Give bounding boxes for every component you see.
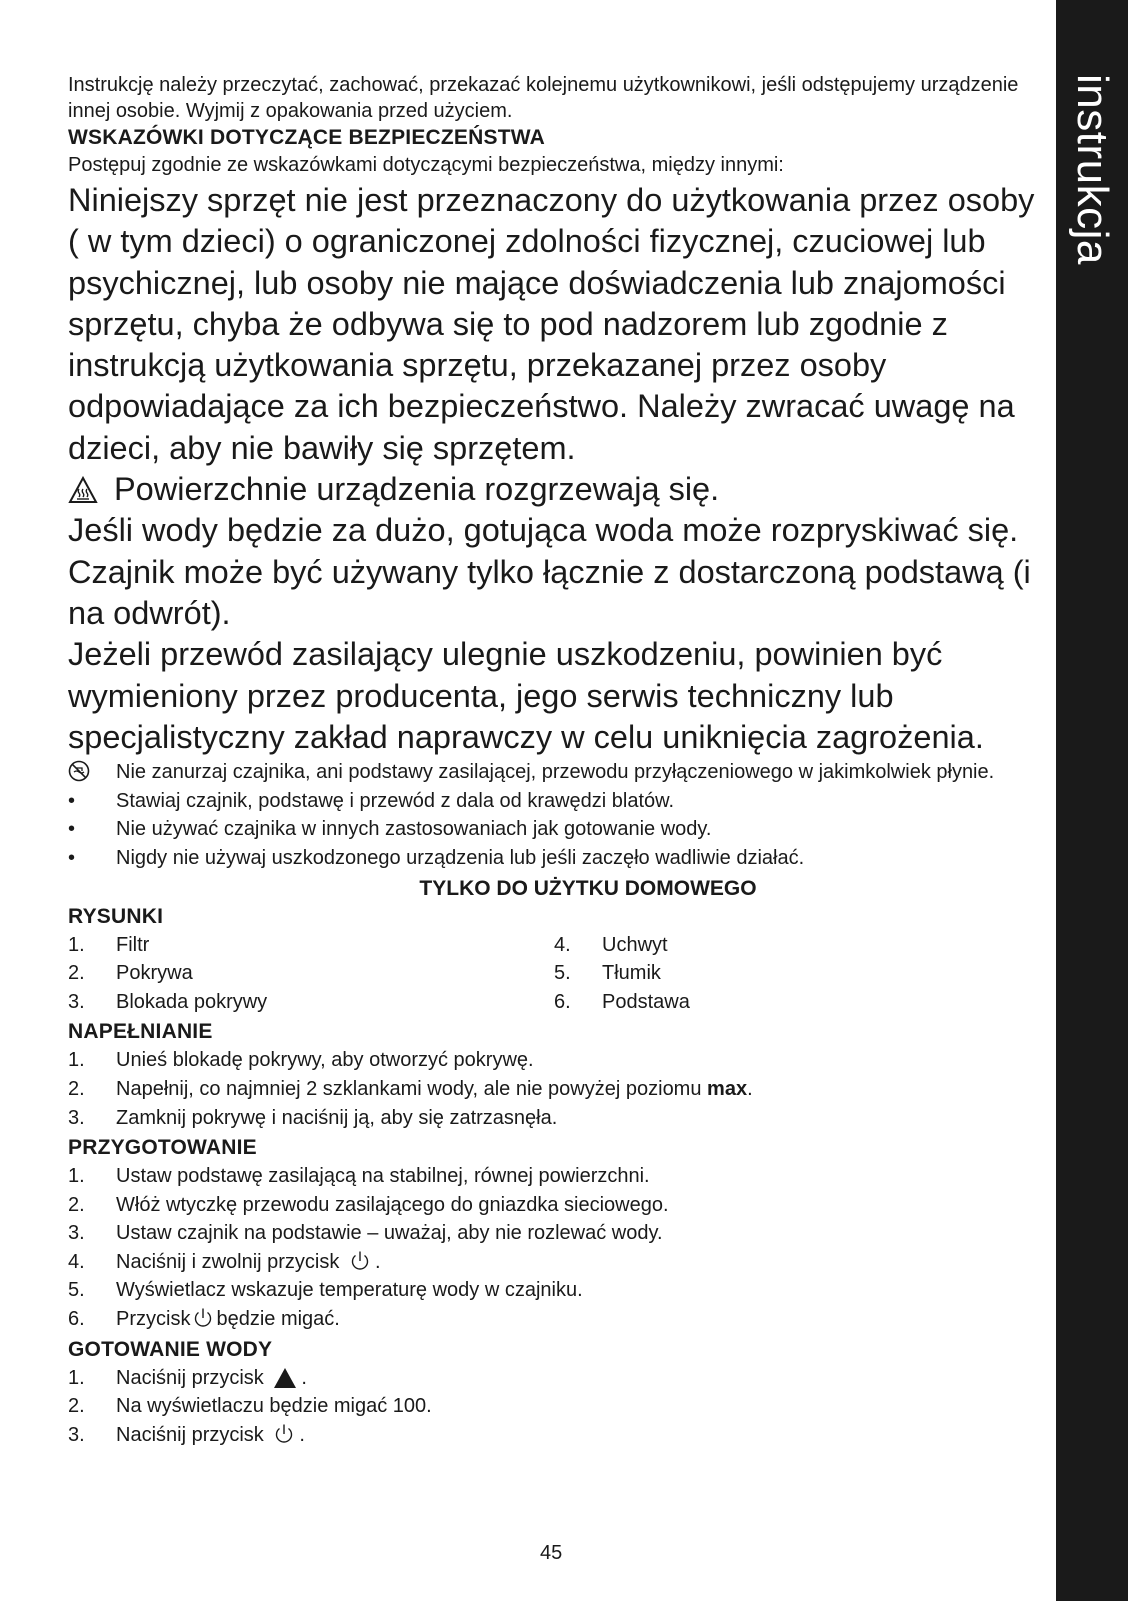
list-item	[68, 787, 1048, 816]
figures-heading: RYSUNKI	[68, 904, 164, 928]
step-text-end: będzie migać.	[216, 1308, 340, 1331]
step-text: Unieś blokadę pokrywy, aby otworzyć pokrywę.	[116, 1049, 534, 1072]
step-text: Ustaw czajnik na podstawie – uważaj, aby nie rozlewać wody.	[116, 1222, 663, 1245]
figures-left-column	[68, 931, 554, 1017]
power-icon	[349, 1249, 371, 1273]
step-number: 1.	[68, 1049, 85, 1072]
hot-surface-warning-icon	[68, 476, 98, 504]
power-icon	[192, 1306, 214, 1330]
figure-label: Pokrywa	[116, 962, 193, 985]
power-icon	[273, 1422, 295, 1446]
step-number: 2.	[68, 1077, 85, 1100]
side-tab	[1056, 0, 1128, 1601]
figure-label: Tłumik	[602, 962, 661, 985]
step-text-end: .	[747, 1077, 753, 1100]
figures-right-column	[554, 931, 1040, 1017]
filling-step	[68, 1046, 1048, 1075]
list-item	[68, 844, 1048, 873]
preparation-step	[68, 1162, 1048, 1191]
step-text-wrap	[116, 1075, 1048, 1104]
page-number: 45	[540, 1542, 563, 1564]
bullet-mark: •	[68, 789, 76, 812]
safety-heading: WSKAZÓWKI DOTYCZĄCE BEZPIECZEŃSTWA	[68, 126, 545, 149]
bullet-text: Nie używać czajnika w innych zastosowaniach jak gotowanie wody.	[116, 818, 712, 841]
preparation-step	[68, 1219, 1048, 1248]
figure-item	[68, 959, 554, 988]
step-text: Przycisk	[116, 1308, 191, 1331]
step-text-wrap	[116, 1248, 1048, 1277]
figure-item	[554, 988, 1040, 1017]
bullet-mark: •	[68, 846, 76, 869]
filling-step	[68, 1075, 1048, 1104]
step-text: Na wyświetlaczu będzie migać 100.	[116, 1395, 432, 1418]
hot-surface-text: Powierzchnie urządzenia rozgrzewają się.	[114, 471, 720, 508]
bullet-text: Nigdy nie używaj uszkodzonego urządzenia lub jeśli zaczęło wadliwie działać.	[116, 846, 805, 869]
no-immerse-item	[68, 758, 1048, 787]
step-number: 3.	[68, 1106, 85, 1129]
no-immerse-icon	[68, 760, 90, 782]
step-text: Naciśnij i zwolnij przycisk	[116, 1250, 340, 1273]
figure-number: 1.	[68, 933, 85, 956]
step-text-end: .	[299, 1423, 305, 1446]
step-number: 5.	[68, 1279, 85, 1302]
page-content	[68, 72, 1048, 1449]
safety-paragraph-3: Jeśli wody będzie za dużo, gotująca woda może rozpryskiwać się.	[68, 512, 1019, 549]
step-number: 6.	[68, 1308, 85, 1331]
no-immerse-icon-wrap	[68, 758, 116, 787]
figure-label: Uchwyt	[602, 933, 668, 956]
step-number: 3.	[68, 1222, 85, 1245]
step-number: 4.	[68, 1250, 85, 1273]
no-immerse-text: Nie zanurzaj czajnika, ani podstawy zasilającej, przewodu przyłączeniowego w jakimkolwiek płynie.	[116, 761, 995, 784]
step-number: 2.	[68, 1395, 85, 1418]
step-number: 1.	[68, 1165, 85, 1188]
safety-lead: Postępuj zgodnie ze wskazówkami dotyczącymi bezpieczeństwa, między innymi:	[68, 154, 784, 176]
figure-label: Podstawa	[602, 990, 690, 1013]
boiling-heading: GOTOWANIE WODY	[68, 1337, 273, 1361]
safety-paragraph-5: Jeżeli przewód zasilający ulegnie uszkodzeniu, powinien być wymieniony przez producenta, jego serwis techniczny lub specjalistyczny zakład naprawczy w celu uniknięcia zagrożenia.	[68, 636, 984, 755]
home-use-heading: TYLKO DO UŻYTKU DOMOWEGO	[419, 876, 757, 900]
step-text: Naciśnij przycisk	[116, 1366, 264, 1389]
figure-number: 4.	[554, 933, 571, 956]
step-text: Naciśnij przycisk	[116, 1423, 264, 1446]
figure-number: 2.	[68, 962, 85, 985]
max-level-label: max	[707, 1077, 748, 1100]
list-item	[68, 815, 1048, 844]
step-text: Wyświetlacz wskazuje temperaturę wody w czajniku.	[116, 1279, 583, 1302]
bullet-text: Stawiaj czajnik, podstawę i przewód z dala od krawędzi blatów.	[116, 789, 675, 812]
hot-surface-line	[68, 469, 1048, 510]
step-number: 1.	[68, 1366, 85, 1389]
intro-text: Instrukcję należy przeczytać, zachować, przekazać kolejnemu użytkownikowi, jeśli odstępujemy urządzenie innej osobie. Wyjmij z opakowania przed użyciem.	[68, 74, 1019, 122]
figures-list	[68, 931, 1048, 1017]
figure-item	[554, 931, 1040, 960]
preparation-step	[68, 1248, 1048, 1277]
preparation-step	[68, 1191, 1048, 1220]
figure-number: 6.	[554, 990, 571, 1013]
figure-label: Blokada pokrywy	[116, 990, 268, 1013]
figure-label: Filtr	[116, 933, 150, 956]
step-text: Zamknij pokrywę i naciśnij ją, aby się zatrzasnęła.	[116, 1106, 558, 1129]
step-text-end: .	[374, 1250, 381, 1273]
bullet-mark: •	[68, 818, 76, 841]
step-text-wrap	[116, 1305, 1048, 1334]
preparation-heading: PRZYGOTOWANIE	[68, 1136, 257, 1160]
preparation-step	[68, 1305, 1048, 1334]
preparation-step	[68, 1276, 1048, 1305]
figure-number: 5.	[554, 962, 571, 985]
step-number: 3.	[68, 1423, 85, 1446]
side-tab-label: instrukcja	[1068, 74, 1117, 265]
step-text: Ustaw podstawę zasilającą na stabilnej, równej powierzchni.	[116, 1165, 650, 1188]
step-text-wrap	[116, 1421, 1048, 1450]
figure-item	[68, 988, 554, 1017]
boiling-step	[68, 1364, 1048, 1393]
step-text: Włóż wtyczkę przewodu zasilającego do gniazdka sieciowego.	[116, 1193, 669, 1216]
figure-number: 3.	[68, 990, 85, 1013]
filling-heading: NAPEŁNIANIE	[68, 1020, 213, 1044]
figure-item	[68, 931, 554, 960]
boiling-step	[68, 1421, 1048, 1450]
step-number: 2.	[68, 1193, 85, 1216]
boiling-step	[68, 1392, 1048, 1421]
figure-item	[554, 959, 1040, 988]
safety-paragraph-4: Czajnik może być używany tylko łącznie z dostarczoną podstawą (i na odwrót).	[68, 553, 1031, 631]
step-text-wrap	[116, 1364, 1048, 1393]
step-text: Napełnij, co najmniej 2 szklankami wody, ale nie powyżej poziomu	[116, 1077, 708, 1100]
step-text-end: .	[301, 1366, 307, 1389]
filling-step	[68, 1104, 1048, 1133]
up-arrow-icon	[273, 1367, 297, 1389]
safety-paragraph-1: Niniejszy sprzęt nie jest przeznaczony do użytkowania przez osoby ( w tym dzieci) o ograniczonej zdolności fizycznej, czuciowej lub psychicznej, lub osoby nie mające doświadczenia lub znajomości sprzętu, chyba że odbywa się to pod nadzorem lub zgodnie z instrukcją użytkowania sprzętu, przekazanej przez osoby odpowiadające za ich bezpieczeństwo. Należy zwracać uwagę na dzieci, aby nie bawiły się sprzętem.	[68, 182, 1035, 466]
